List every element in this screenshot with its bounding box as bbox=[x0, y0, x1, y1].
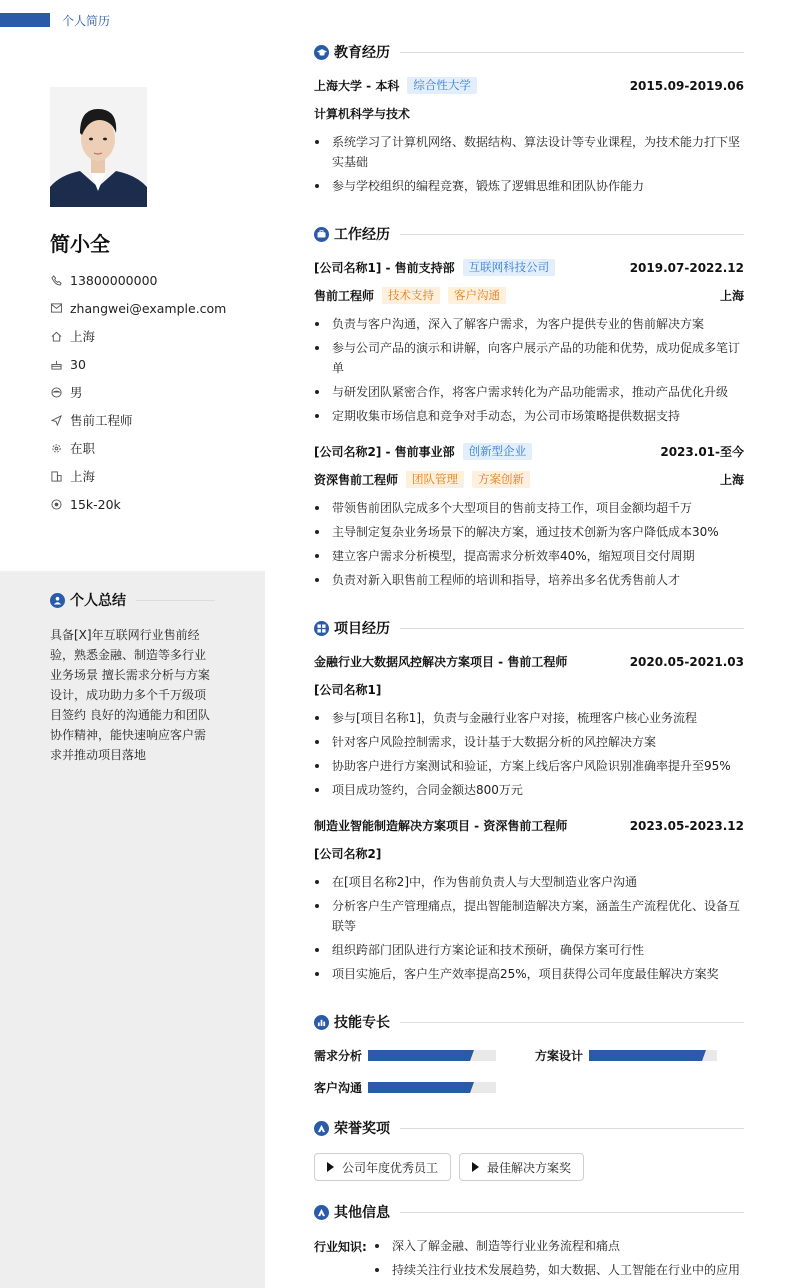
status-icon bbox=[50, 442, 62, 454]
list-item: 主导制定复杂业务场景下的解决方案，通过技术创新为客户降低成本30% bbox=[314, 522, 744, 542]
section-divider bbox=[400, 628, 744, 629]
list-item: 参与学校组织的编程竞赛，锻炼了逻辑思维和团队协作能力 bbox=[314, 176, 744, 196]
projects-section-header bbox=[314, 618, 744, 638]
summary-section-header bbox=[50, 590, 215, 610]
briefcase-icon bbox=[314, 227, 329, 242]
award-label: 最佳解决方案奖 bbox=[487, 1160, 572, 1175]
skill-item bbox=[314, 1047, 496, 1064]
grid-icon bbox=[314, 621, 329, 636]
work-title: 工作经历 bbox=[334, 227, 390, 243]
gender-icon bbox=[50, 386, 62, 398]
list-item: 参与公司产品的演示和讲解，向客户展示产品的功能和优势，成功促成多笔订单 bbox=[314, 338, 744, 378]
awards-title: 荣誉奖项 bbox=[334, 1121, 390, 1137]
city-value: 上海 bbox=[70, 469, 96, 484]
list-item: 建立客户需求分析模型，提高需求分析效率40%，缩短项目交付周期 bbox=[314, 546, 744, 566]
job1-company: [公司名称1] - 售前支持部 bbox=[314, 261, 455, 275]
section-divider bbox=[400, 1212, 744, 1213]
phone-icon bbox=[50, 274, 62, 286]
list-item: 负责对新入职售前工程师的培训和指导，培养出多名优秀售前人才 bbox=[314, 570, 744, 590]
skills-title: 技能专长 bbox=[334, 1015, 390, 1031]
project2-period: 2023.05-2023.12 bbox=[629, 818, 744, 833]
summary-text: 具备[X]年互联网行业售前经验，熟悉金融、制造等多行业业务场景 擅长需求分析与方案设计，成功助力多个千万级项目签约 良好的沟通能力和团队协作精神，能快速响应客户需求并推动项目落地 bbox=[50, 628, 210, 762]
other-section-header bbox=[314, 1202, 744, 1222]
list-item: 组织跨部门团队进行方案论证和技术预研，确保方案可行性 bbox=[314, 940, 744, 960]
info-gender bbox=[50, 378, 226, 406]
list-item: 负责与客户沟通，深入了解客户需求，为客户提供专业的售前解决方案 bbox=[314, 314, 744, 334]
skills-section-header bbox=[314, 1012, 744, 1032]
work-section-header bbox=[314, 224, 744, 244]
info-status bbox=[50, 434, 226, 462]
mail-icon bbox=[50, 302, 62, 314]
bar-chart-icon bbox=[314, 1015, 329, 1030]
graduation-cap-icon bbox=[314, 45, 329, 60]
skill-fill bbox=[589, 1050, 702, 1061]
status-value: 在职 bbox=[70, 441, 96, 456]
user-icon bbox=[50, 593, 65, 608]
info-age bbox=[50, 350, 226, 378]
info-position bbox=[50, 406, 226, 434]
list-item: 系统学习了计算机网络、数据结构、算法设计等专业课程，为技术能力打下坚实基础 bbox=[314, 132, 744, 172]
play-icon bbox=[327, 1162, 334, 1172]
info-city bbox=[50, 462, 226, 490]
education-header-row bbox=[314, 77, 744, 94]
job2-company-tag: 创新型企业 bbox=[463, 443, 533, 460]
salary-value: 15k-20k bbox=[70, 496, 121, 512]
job1-bullets bbox=[314, 314, 744, 430]
play-icon bbox=[472, 1162, 479, 1172]
header-accent-bar bbox=[0, 13, 50, 27]
award-badge bbox=[314, 1153, 451, 1181]
job2-period: 2023.01-至今 bbox=[660, 445, 744, 459]
email-value: zhangwei@example.com bbox=[70, 300, 227, 316]
job1-location: 上海 bbox=[719, 289, 744, 303]
major-name: 计算机科学与技术 bbox=[314, 107, 411, 121]
project1-period: 2020.05-2021.03 bbox=[629, 654, 744, 669]
contact-info-list bbox=[50, 266, 226, 518]
education-section-header bbox=[314, 42, 744, 62]
project2-name: 制造业智能制造解决方案项目 - 资深售前工程师 bbox=[314, 819, 568, 833]
building-icon bbox=[50, 470, 62, 482]
job1-header-row bbox=[314, 259, 744, 276]
salary-icon bbox=[50, 498, 62, 510]
project1-company: [公司名称1] bbox=[314, 683, 382, 697]
job2-tag-2: 方案创新 bbox=[472, 471, 530, 488]
skill-name: 方案设计 bbox=[535, 1049, 584, 1063]
job2-header-row bbox=[314, 443, 744, 460]
cake-icon bbox=[50, 358, 62, 370]
skill-item bbox=[535, 1047, 717, 1064]
project2-header-row bbox=[314, 817, 744, 834]
skill-item bbox=[314, 1079, 496, 1096]
gender-value: 男 bbox=[70, 385, 83, 400]
info-salary bbox=[50, 490, 226, 518]
skill-bar bbox=[368, 1082, 496, 1093]
info-phone bbox=[50, 266, 226, 294]
send-icon bbox=[50, 414, 62, 426]
awards-section-header bbox=[314, 1118, 744, 1138]
job2-tag-1: 团队管理 bbox=[406, 471, 464, 488]
section-divider bbox=[400, 1022, 744, 1023]
info-home bbox=[50, 322, 226, 350]
industry-knowledge-list bbox=[374, 1236, 744, 1284]
industry-knowledge-label: 行业知识: bbox=[314, 1240, 367, 1254]
list-item: 项目成功签约，合同金额达800万元 bbox=[314, 780, 744, 800]
resume-header-title: 个人简历 bbox=[62, 14, 111, 28]
job2-role: 资深售前工程师 bbox=[314, 473, 399, 487]
list-item: 针对客户风险控制需求，设计基于大数据分析的风控解决方案 bbox=[314, 732, 744, 752]
job2-bullets bbox=[314, 498, 744, 594]
position-value: 售前工程师 bbox=[70, 413, 133, 428]
skill-bar bbox=[589, 1050, 717, 1061]
list-item: 深入了解金融、制造等行业业务流程和痛点 bbox=[374, 1236, 744, 1256]
other-title: 其他信息 bbox=[334, 1205, 390, 1221]
skill-fill bbox=[368, 1050, 470, 1061]
skill-bar bbox=[368, 1050, 496, 1061]
section-divider bbox=[400, 52, 744, 53]
job1-tag-2: 客户沟通 bbox=[448, 287, 506, 304]
job1-company-tag: 互联网科技公司 bbox=[463, 259, 556, 276]
job1-role-row bbox=[314, 287, 744, 304]
project1-company-row bbox=[314, 681, 744, 698]
job2-role-row bbox=[314, 471, 744, 488]
project1-bullets bbox=[314, 708, 744, 804]
job2-location: 上海 bbox=[719, 473, 744, 487]
home-value: 上海 bbox=[70, 329, 96, 344]
summary-title: 个人总结 bbox=[70, 593, 126, 609]
school-name: 上海大学 - 本科 bbox=[314, 79, 400, 93]
award-label: 公司年度优秀员工 bbox=[342, 1160, 439, 1175]
job1-tag-1: 技术支持 bbox=[382, 287, 440, 304]
skill-name: 客户沟通 bbox=[314, 1081, 363, 1095]
award-icon bbox=[314, 1121, 329, 1136]
phone-value: 13800000000 bbox=[70, 272, 158, 288]
list-item: 带领售前团队完成多个大型项目的售前支持工作，项目金额均超千万 bbox=[314, 498, 744, 518]
list-item: 项目实施后，客户生产效率提高25%，项目获得公司年度最佳解决方案奖 bbox=[314, 964, 744, 984]
list-item: 参与[项目名称1]，负责与金融行业客户对接，梳理客户核心业务流程 bbox=[314, 708, 744, 728]
project2-bullets bbox=[314, 872, 744, 988]
list-item: 协助客户进行方案测试和验证，方案上线后客户风险识别准确率提升至95% bbox=[314, 756, 744, 776]
award-badge bbox=[459, 1153, 584, 1181]
profile-photo bbox=[50, 87, 147, 207]
info-email bbox=[50, 294, 226, 322]
job2-company: [公司名称2] - 售前事业部 bbox=[314, 445, 455, 459]
age-value: 30 bbox=[70, 356, 86, 372]
projects-title: 项目经历 bbox=[334, 621, 390, 637]
profile-name: 简小全 bbox=[50, 232, 110, 256]
job1-period: 2019.07-2022.12 bbox=[629, 260, 744, 275]
job1-role: 售前工程师 bbox=[314, 289, 375, 303]
project1-name: 金融行业大数据风控解决方案项目 - 售前工程师 bbox=[314, 655, 568, 669]
project2-company-row bbox=[314, 845, 744, 862]
list-item: 与研发团队紧密合作，将客户需求转化为产品功能需求，推动产品优化升级 bbox=[314, 382, 744, 402]
project2-company: [公司名称2] bbox=[314, 847, 382, 861]
school-tag: 综合性大学 bbox=[407, 77, 477, 94]
list-item: 定期收集市场信息和竞争对手动态，为公司市场策略提供数据支持 bbox=[314, 406, 744, 426]
list-item: 分析客户生产管理痛点，提出智能制造解决方案，涵盖生产流程优化、设备互联等 bbox=[314, 896, 744, 936]
home-icon bbox=[50, 330, 62, 342]
section-divider bbox=[136, 600, 215, 601]
skill-fill bbox=[368, 1082, 470, 1093]
education-period: 2015.09-2019.06 bbox=[629, 78, 744, 93]
education-bullets bbox=[314, 132, 744, 200]
section-divider bbox=[400, 1128, 744, 1129]
list-item: 持续关注行业技术发展趋势，如大数据、人工智能在行业中的应用 bbox=[374, 1260, 744, 1280]
award-icon bbox=[314, 1205, 329, 1220]
skill-name: 需求分析 bbox=[314, 1049, 363, 1063]
list-item: 在[项目名称2]中，作为售前负责人与大型制造业客户沟通 bbox=[314, 872, 744, 892]
major-row bbox=[314, 105, 744, 122]
education-title: 教育经历 bbox=[334, 45, 390, 61]
project1-header-row bbox=[314, 653, 744, 670]
section-divider bbox=[400, 234, 744, 235]
